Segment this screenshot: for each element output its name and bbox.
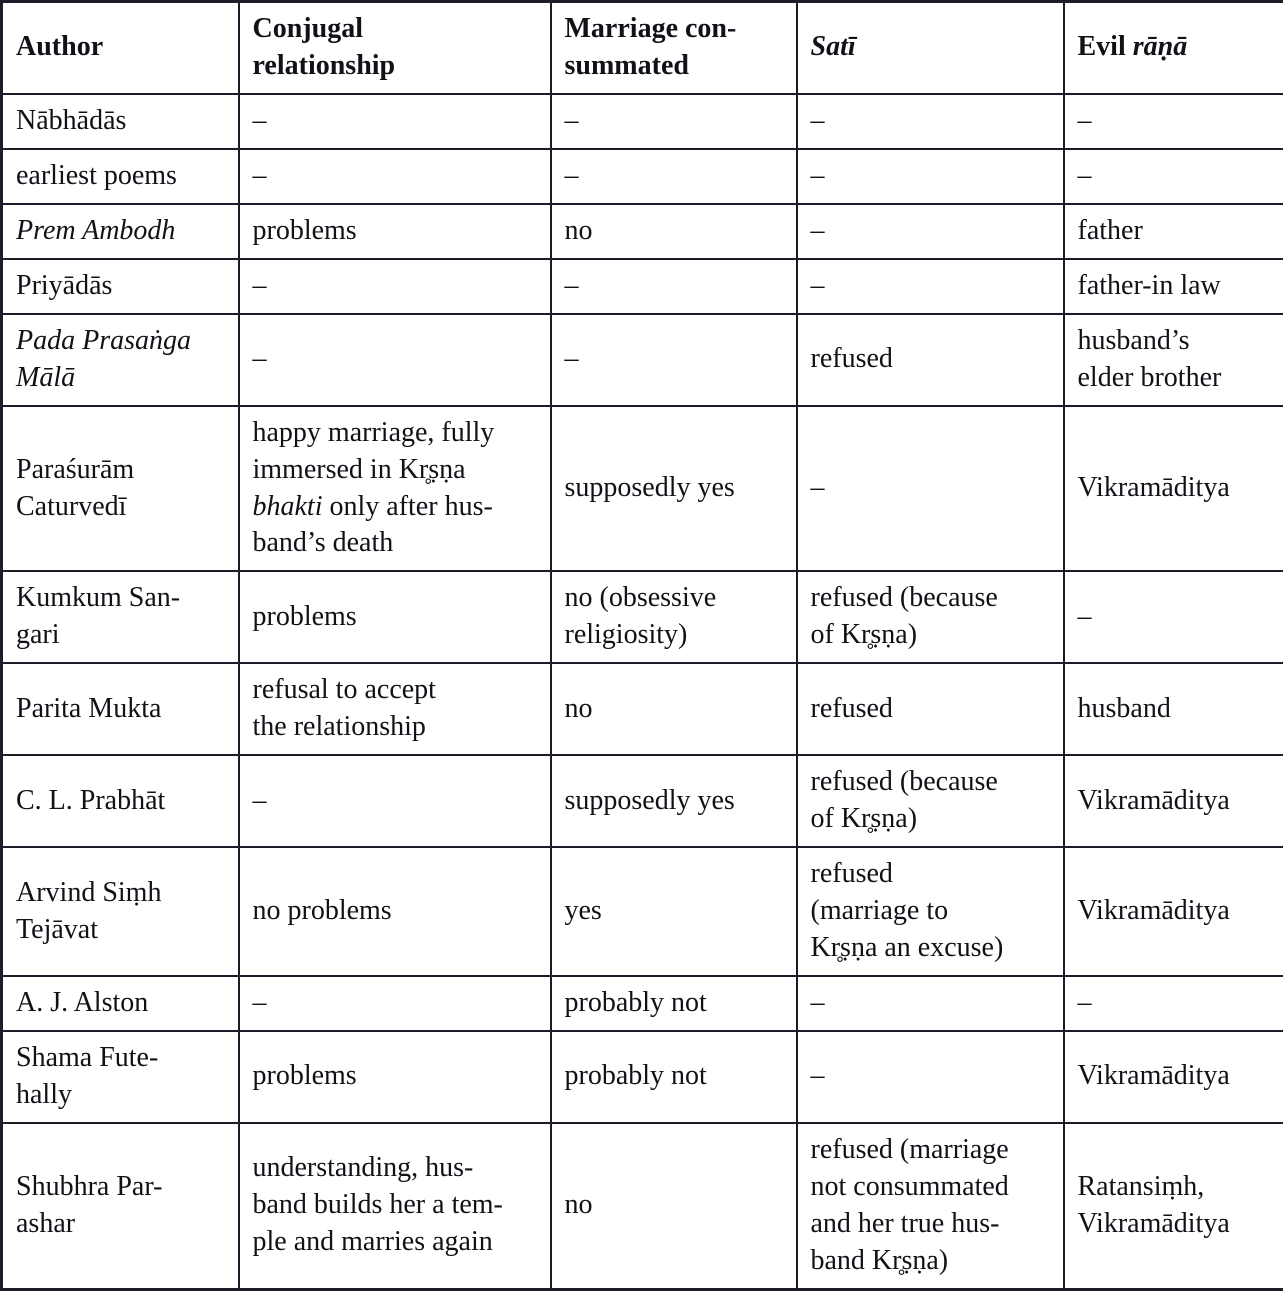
text-run: Shubhra Par- xyxy=(16,1171,162,1202)
table-row xyxy=(2,1123,1283,1289)
text-run: – xyxy=(565,160,579,191)
text-run: Arvind Siṃh xyxy=(16,877,161,908)
text-run: of Kr̥ṣṇa) xyxy=(811,803,918,834)
table-body xyxy=(2,94,1283,1289)
text-run: refusal to accept xyxy=(253,674,436,705)
text-run: C. L. Prabhāt xyxy=(16,785,165,816)
text-run: refused xyxy=(811,693,893,724)
text-run: relationship xyxy=(253,50,396,81)
text-run: Shama Fute- xyxy=(16,1042,158,1073)
text-run: Vikramāditya xyxy=(1078,1208,1230,1239)
text-run: elder brother xyxy=(1078,362,1222,393)
text-run: Ratansiṃh, xyxy=(1078,1171,1205,1202)
text-run: of Kr̥ṣṇa) xyxy=(811,619,918,650)
text-run: problems xyxy=(253,1060,357,1091)
cell-sati xyxy=(797,259,1064,314)
cell-evil-rana xyxy=(1064,94,1283,149)
text-run: Kumkum San- xyxy=(16,582,180,613)
cell-evil-rana xyxy=(1064,755,1283,847)
cell-sati xyxy=(797,663,1064,755)
cell-conjugal-relationship xyxy=(239,149,551,204)
text-run: rāṇā xyxy=(1133,31,1187,62)
text-run: – xyxy=(253,105,267,136)
cell-sati xyxy=(797,406,1064,572)
cell-conjugal-relationship xyxy=(239,663,551,755)
text-run: bhakti xyxy=(253,491,323,522)
cell-conjugal-relationship xyxy=(239,755,551,847)
text-run: summated xyxy=(565,50,689,81)
cell-author xyxy=(2,755,239,847)
text-run: father-in law xyxy=(1078,270,1221,301)
text-run: – xyxy=(811,987,825,1018)
text-run: Vikramāditya xyxy=(1078,472,1230,503)
cell-author xyxy=(2,1031,239,1123)
text-run: (marriage to xyxy=(811,895,949,926)
text-run: refused (marriage xyxy=(811,1134,1009,1165)
cell-conjugal-relationship xyxy=(239,1031,551,1123)
text-run: – xyxy=(811,215,825,246)
cell-author xyxy=(2,406,239,572)
cell-marriage-consummated xyxy=(551,663,797,755)
cell-author xyxy=(2,204,239,259)
text-run: no (obsessive xyxy=(565,582,717,613)
text-run: – xyxy=(565,105,579,136)
text-run: band builds her a tem- xyxy=(253,1189,503,1220)
cell-marriage-consummated xyxy=(551,406,797,572)
text-run: Parita Mukta xyxy=(16,693,161,724)
cell-sati xyxy=(797,149,1064,204)
text-run: only after hus- xyxy=(323,491,493,522)
cell-sati xyxy=(797,571,1064,663)
cell-evil-rana xyxy=(1064,259,1283,314)
text-run: probably not xyxy=(565,987,707,1018)
text-run: – xyxy=(1078,105,1092,136)
text-run: – xyxy=(1078,987,1092,1018)
text-run: hally xyxy=(16,1079,72,1110)
cell-marriage-consummated xyxy=(551,571,797,663)
cell-marriage-consummated xyxy=(551,204,797,259)
table-row xyxy=(2,755,1283,847)
table-row xyxy=(2,1031,1283,1123)
text-run: Prem Ambodh xyxy=(16,215,175,246)
table-row xyxy=(2,847,1283,976)
cell-sati xyxy=(797,755,1064,847)
text-run: Nābhādās xyxy=(16,105,126,136)
text-run: – xyxy=(811,270,825,301)
cell-conjugal-relationship xyxy=(239,406,551,572)
text-run: Caturvedī xyxy=(16,491,126,522)
cell-marriage-consummated xyxy=(551,1031,797,1123)
cell-author xyxy=(2,1123,239,1289)
text-run: not consummated xyxy=(811,1171,1009,1202)
cell-author xyxy=(2,94,239,149)
text-run: no xyxy=(565,693,593,724)
text-run: happy marriage, fully xyxy=(253,417,495,448)
text-run: refused xyxy=(811,343,893,374)
text-run: refused (because xyxy=(811,582,998,613)
text-run: and her true hus- xyxy=(811,1208,1000,1239)
cell-author xyxy=(2,663,239,755)
text-run: problems xyxy=(253,215,357,246)
cell-sati xyxy=(797,847,1064,976)
text-run: immersed in Kr̥ṣṇa xyxy=(253,454,466,485)
text-run: refused xyxy=(811,858,893,889)
cell-author xyxy=(2,847,239,976)
text-run: – xyxy=(1078,160,1092,191)
cell-author xyxy=(2,314,239,406)
cell-evil-rana xyxy=(1064,1123,1283,1289)
cell-marriage-consummated xyxy=(551,847,797,976)
table-row xyxy=(2,976,1283,1031)
text-run: – xyxy=(565,343,579,374)
text-run: Vikramāditya xyxy=(1078,895,1230,926)
cell-marriage-consummated xyxy=(551,94,797,149)
text-run: – xyxy=(811,472,825,503)
text-run: problems xyxy=(253,601,357,632)
text-run: husband’s xyxy=(1078,325,1190,356)
cell-evil-rana xyxy=(1064,406,1283,572)
table-row xyxy=(2,259,1283,314)
cell-evil-rana xyxy=(1064,149,1283,204)
text-run: band’s death xyxy=(253,527,394,558)
text-run: Satī xyxy=(811,31,856,62)
text-run: supposedly yes xyxy=(565,785,735,816)
cell-conjugal-relationship xyxy=(239,259,551,314)
text-run: no xyxy=(565,1189,593,1220)
text-run: Author xyxy=(16,31,103,62)
table-header xyxy=(2,2,1283,94)
cell-marriage-consummated xyxy=(551,976,797,1031)
cell-author xyxy=(2,259,239,314)
text-run: ple and marries again xyxy=(253,1226,493,1257)
text-run: – xyxy=(811,1060,825,1091)
text-run: – xyxy=(565,270,579,301)
column-header-sati xyxy=(797,2,1064,94)
text-run: Conjugal xyxy=(253,13,363,44)
cell-evil-rana xyxy=(1064,663,1283,755)
cell-evil-rana xyxy=(1064,847,1283,976)
text-run: Marriage con- xyxy=(565,13,737,44)
text-run: ashar xyxy=(16,1208,75,1239)
column-header-marriage-consummated xyxy=(551,2,797,94)
cell-conjugal-relationship xyxy=(239,847,551,976)
text-run: Mālā xyxy=(16,362,75,393)
cell-marriage-consummated xyxy=(551,314,797,406)
cell-sati xyxy=(797,314,1064,406)
text-run: – xyxy=(253,987,267,1018)
text-run: no problems xyxy=(253,895,392,926)
text-run: Vikramāditya xyxy=(1078,785,1230,816)
cell-author xyxy=(2,149,239,204)
header-row xyxy=(2,2,1283,94)
text-run: probably not xyxy=(565,1060,707,1091)
cell-marriage-consummated xyxy=(551,1123,797,1289)
column-header-author xyxy=(2,2,239,94)
cell-marriage-consummated xyxy=(551,755,797,847)
table-row xyxy=(2,663,1283,755)
text-run: understanding, hus- xyxy=(253,1152,474,1183)
text-run: supposedly yes xyxy=(565,472,735,503)
text-run: Evil xyxy=(1078,31,1133,62)
table-row xyxy=(2,314,1283,406)
text-run: refused (because xyxy=(811,766,998,797)
text-run: Pada Prasaṅga xyxy=(16,325,191,356)
text-run: A. J. Alston xyxy=(16,987,148,1018)
text-run: – xyxy=(253,343,267,374)
cell-sati xyxy=(797,1031,1064,1123)
cell-conjugal-relationship xyxy=(239,1123,551,1289)
column-header-conjugal-relationship xyxy=(239,2,551,94)
cell-evil-rana xyxy=(1064,314,1283,406)
cell-sati xyxy=(797,976,1064,1031)
cell-conjugal-relationship xyxy=(239,571,551,663)
cell-evil-rana xyxy=(1064,204,1283,259)
cell-sati xyxy=(797,1123,1064,1289)
column-header-evil-rana xyxy=(1064,2,1283,94)
table-row xyxy=(2,406,1283,572)
text-run: husband xyxy=(1078,693,1171,724)
text-run: gari xyxy=(16,619,60,650)
table-row xyxy=(2,149,1283,204)
text-run: yes xyxy=(565,895,602,926)
table-row xyxy=(2,94,1283,149)
cell-evil-rana xyxy=(1064,1031,1283,1123)
text-run: the relationship xyxy=(253,711,426,742)
cell-sati xyxy=(797,204,1064,259)
text-run: – xyxy=(811,105,825,136)
cell-conjugal-relationship xyxy=(239,204,551,259)
text-run: Tejāvat xyxy=(16,914,98,945)
cell-author xyxy=(2,571,239,663)
cell-evil-rana xyxy=(1064,976,1283,1031)
cell-evil-rana xyxy=(1064,571,1283,663)
table-row xyxy=(2,204,1283,259)
text-run: religiosity) xyxy=(565,619,688,650)
text-run: – xyxy=(811,160,825,191)
cell-conjugal-relationship xyxy=(239,976,551,1031)
text-run: – xyxy=(253,160,267,191)
text-run: – xyxy=(253,270,267,301)
text-run: Paraśurām xyxy=(16,454,134,485)
cell-conjugal-relationship xyxy=(239,94,551,149)
cell-sati xyxy=(797,94,1064,149)
text-run: Priyādās xyxy=(16,270,112,301)
table-row xyxy=(2,571,1283,663)
text-run: father xyxy=(1078,215,1143,246)
text-run: Vikramāditya xyxy=(1078,1060,1230,1091)
text-run: band Kr̥ṣṇa) xyxy=(811,1245,949,1276)
text-run: no xyxy=(565,215,593,246)
cell-marriage-consummated xyxy=(551,259,797,314)
cell-conjugal-relationship xyxy=(239,314,551,406)
text-run: earliest poems xyxy=(16,160,177,191)
cell-author xyxy=(2,976,239,1031)
text-run: – xyxy=(253,785,267,816)
text-run: – xyxy=(1078,601,1092,632)
text-run: Kr̥ṣṇa an excuse) xyxy=(811,932,1004,963)
cell-marriage-consummated xyxy=(551,149,797,204)
